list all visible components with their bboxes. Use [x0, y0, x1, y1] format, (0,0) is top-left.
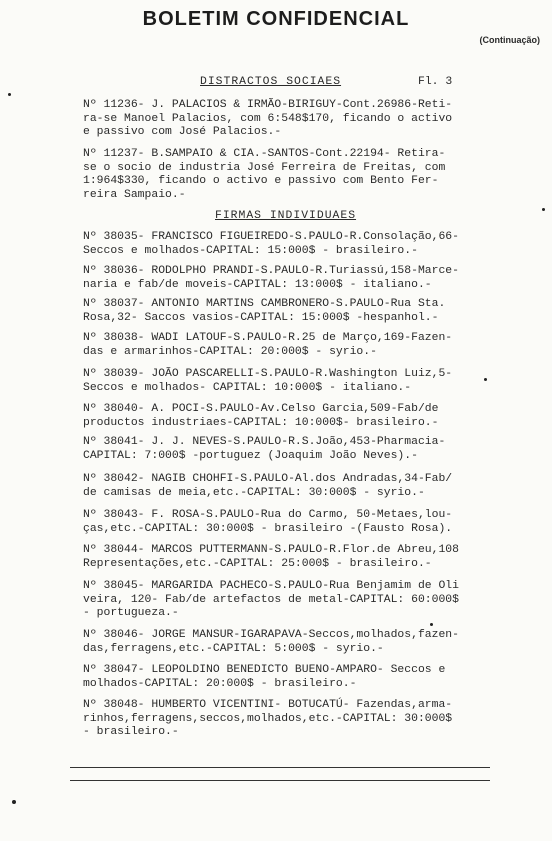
firma-entry: Nº 38038- WADI LATOUF-S.PAULO-R.25 de Março,169-Fazen- das e armarinhos-CAPITAL: 20:000$ - syrio.-	[83, 332, 453, 358]
ink-speck	[12, 800, 16, 804]
ink-speck	[430, 623, 433, 626]
continuation-label: (Continuação)	[479, 35, 540, 45]
firma-entry: Nº 38048- HUMBERTO VICENTINI- BOTUCATÚ- Fazendas,arma- rinhos,ferragens,seccos,molhados,etc.-CAPITAL: 30:000$ - brasileiro.-	[83, 699, 453, 738]
firma-entry: Nº 38046- JORGE MANSUR-IGARAPAVA-Seccos,molhados,fazen- das,ferragens,etc.-CAPITAL: 5:000$ - syrio.-	[83, 629, 459, 655]
page-title: BOLETIM CONFIDENCIAL	[142, 8, 410, 30]
ink-speck	[542, 208, 545, 211]
firmas-title: FIRMAS INDIVIDUAES	[215, 210, 357, 222]
firma-entry: Nº 38042- NAGIB CHOHFI-S.PAULO-Al.dos Andradas,34-Fab/ de camisas de meia,etc.-CAPITAL: 30:000$ - syrio.-	[83, 473, 453, 499]
bottom-rule	[70, 780, 490, 781]
firma-entry: Nº 38036- RODOLPHO PRANDI-S.PAULO-R.Turiassú,158-Marce- naria e fab/de moveis-CAPITAL: 13:000$ - italiano.-	[83, 265, 459, 291]
distracto-entry: Nº 11236- J. PALACIOS & IRMÃO-BIRIGUY-Cont.26986-Reti- ra-se Manoel Palacios, com 6:548$170, ficando o activo e passivo com José Palacios.-	[83, 99, 453, 138]
bottom-rule	[70, 767, 490, 768]
firma-entry: Nº 38041- J. J. NEVES-S.PAULO-R.S.João,453-Pharmacia- CAPITAL: 7:000$ -portuguez (Joaquim João Neves).-	[83, 436, 446, 462]
firma-entry: Nº 38040- A. POCI-S.PAULO-Av.Celso Garcia,509-Fab/de productos industriaes-CAPITAL: 10:000$- brasileiro.-	[83, 403, 439, 429]
section-title: DISTRACTOS SOCIAES	[200, 76, 342, 88]
firma-entry: Nº 38035- FRANCISCO FIGUEIREDO-S.PAULO-R.Consolação,66- Seccos e molhados-CAPITAL: 15:000$ - brasileiro.-	[83, 231, 459, 257]
firma-entry: Nº 38043- F. ROSA-S.PAULO-Rua do Carmo, 50-Metaes,lou- ças,etc.-CAPITAL: 30:000$ - brasileiro -(Fausto Rosa).	[83, 509, 453, 535]
firma-entry: Nº 38037- ANTONIO MARTINS CAMBRONERO-S.PAULO-Rua Sta. Rosa,32- Saccos vasios-CAPITAL: 15:000$ -hespanhol.-	[83, 298, 446, 324]
firma-entry: Nº 38039- JOÃO PASCARELLI-S.PAULO-R.Washington Luiz,5- Seccos e molhados- CAPITAL: 10:000$ - italiano.-	[83, 368, 453, 394]
firma-entry: Nº 38047- LEOPOLDINO BENEDICTO BUENO-AMPARO- Seccos e molhados-CAPITAL: 20:000$ - brasileiro.-	[83, 664, 446, 690]
section-header	[200, 76, 460, 90]
page-number: Fl. 3	[418, 76, 453, 88]
ink-speck	[8, 93, 11, 96]
distracto-entry: Nº 11237- B.SAMPAIO & CIA.-SANTOS-Cont.22194- Retira- se o socio de industria José Ferreira de Freitas, com 1:964$330, ficando o activo e passivo com Bento Fer- reira Sampaio.-	[83, 148, 446, 201]
ink-speck	[484, 378, 487, 381]
firma-entry: Nº 38045- MARGARIDA PACHECO-S.PAULO-Rua Benjamim de Oli veira, 120- Fab/de artefactos de metal-CAPITAL: 60:000$ - portugueza.-	[83, 580, 459, 619]
firma-entry: Nº 38044- MARCOS PUTTERMANN-S.PAULO-R.Flor.de Abreu,108 Representações,etc.-CAPITAL: 25:000$ - brasileiro.-	[83, 544, 459, 570]
